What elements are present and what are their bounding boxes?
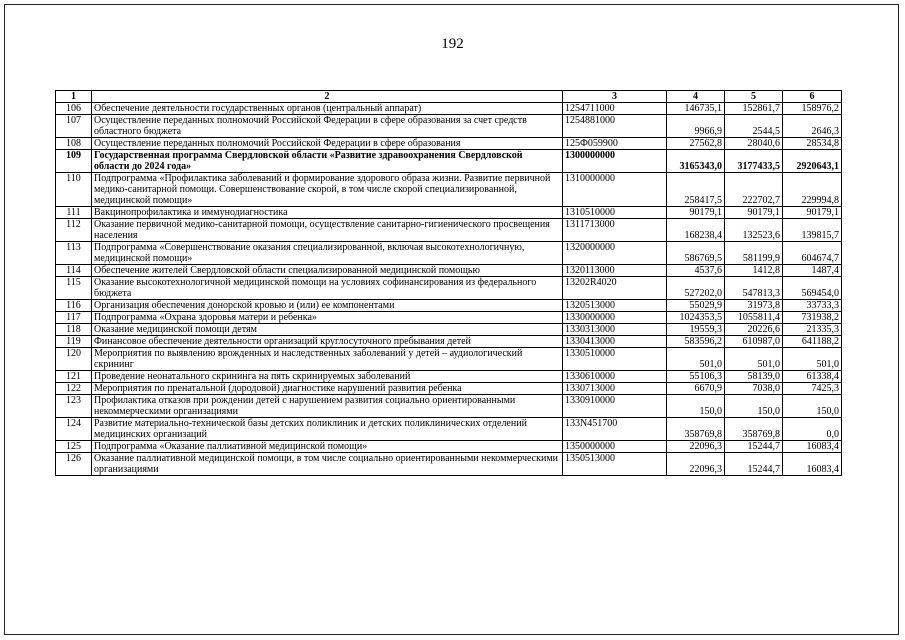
row-code: 1330910000 (563, 395, 667, 418)
row-amount-col4: 27562,8 (667, 138, 725, 150)
row-amount-col5: 547813,3 (725, 277, 783, 300)
table-row (56, 150, 842, 173)
table-row (56, 277, 842, 300)
table-row (56, 300, 842, 312)
table-row (56, 219, 842, 242)
row-code: 13202R4020 (563, 277, 667, 300)
row-amount-col4: 4537,6 (667, 265, 725, 277)
row-amount-col5: 15244,7 (725, 453, 783, 476)
row-amount-col4: 55029,9 (667, 300, 725, 312)
table-row (56, 242, 842, 265)
row-amount-col4: 1024353,5 (667, 312, 725, 324)
row-number: 117 (56, 312, 92, 324)
row-amount-col6: 90179,1 (783, 207, 842, 219)
row-amount-col6: 569454,0 (783, 277, 842, 300)
row-amount-col5: 7038,0 (725, 383, 783, 395)
row-amount-col6: 731938,2 (783, 312, 842, 324)
row-name: Организация обеспечения донорской кровью и (или) ее компонентами (92, 300, 563, 312)
row-number: 118 (56, 324, 92, 336)
row-number: 120 (56, 348, 92, 371)
col-header-3: 3 (563, 91, 667, 103)
row-number: 122 (56, 383, 92, 395)
row-name: Обеспечение жителей Свердловской области специализированной медицинской помощью (92, 265, 563, 277)
page-number: 192 (441, 36, 464, 52)
row-code: 1330000000 (563, 312, 667, 324)
row-amount-col4: 258417,5 (667, 173, 725, 207)
row-amount-col5: 58139,0 (725, 371, 783, 383)
row-name: Оказание высокотехнологичной медицинской помощи на условиях софинансирования из федерального бюджета (92, 277, 563, 300)
row-code: 1311713000 (563, 219, 667, 242)
row-name: Подпрограмма «Оказание паллиативной медицинской помощи» (92, 441, 563, 453)
row-amount-col6: 21335,3 (783, 324, 842, 336)
table-row (56, 418, 842, 441)
row-amount-col4: 586769,5 (667, 242, 725, 265)
row-name: Оказание первичной медико-санитарной помощи, осуществление санитарно-гигиенического просвещения населения (92, 219, 563, 242)
row-name: Оказание паллиативной медицинской помощи, в том числе социально ориентированными некоммерческими организациями (92, 453, 563, 476)
col-header-1: 1 (56, 91, 92, 103)
row-number: 107 (56, 115, 92, 138)
row-amount-col5: 358769,8 (725, 418, 783, 441)
row-number: 113 (56, 242, 92, 265)
table-row (56, 441, 842, 453)
row-code: 1254711000 (563, 103, 667, 115)
row-amount-col6: 28534,8 (783, 138, 842, 150)
row-code: 1350000000 (563, 441, 667, 453)
row-amount-col5: 1055811,4 (725, 312, 783, 324)
row-amount-col5: 20226,6 (725, 324, 783, 336)
row-amount-col4: 9966,9 (667, 115, 725, 138)
row-number: 116 (56, 300, 92, 312)
row-name: Подпрограмма «Охрана здоровья матери и ребенка» (92, 312, 563, 324)
row-amount-col4: 150,0 (667, 395, 725, 418)
row-name: Обеспечение деятельности государственных органов (центральный аппарат) (92, 103, 563, 115)
row-code: 1300000000 (563, 150, 667, 173)
table-row (56, 324, 842, 336)
row-number: 115 (56, 277, 92, 300)
row-number: 109 (56, 150, 92, 173)
row-code: 1330610000 (563, 371, 667, 383)
table-row (56, 138, 842, 150)
row-amount-col5: 132523,6 (725, 219, 783, 242)
row-number: 111 (56, 207, 92, 219)
row-amount-col4: 22096,3 (667, 453, 725, 476)
row-amount-col4: 358769,8 (667, 418, 725, 441)
row-number: 125 (56, 441, 92, 453)
row-name: Мероприятия по пренатальной (дородовой) диагностике нарушений развития ребенка (92, 383, 563, 395)
col-header-6: 6 (783, 91, 842, 103)
row-number: 124 (56, 418, 92, 441)
table-row (56, 173, 842, 207)
table-row (56, 265, 842, 277)
row-code: 133N451700 (563, 418, 667, 441)
row-amount-col5: 581199,9 (725, 242, 783, 265)
row-name: Подпрограмма «Профилактика заболеваний и формирование здорового образа жизни. Развитие первичной медико-санитарной помощи. Совершенствование скорой, в том числе скорой специализированной, медицинской помощи» (92, 173, 563, 207)
row-name: Осуществление переданных полномочий Российской Федерации в сфере образования за счет средств областного бюджета (92, 115, 563, 138)
row-amount-col6: 16083,4 (783, 453, 842, 476)
header-row (56, 91, 842, 103)
row-code: 1310510000 (563, 207, 667, 219)
row-amount-col5: 1412,8 (725, 265, 783, 277)
row-number: 112 (56, 219, 92, 242)
row-amount-col5: 2544,5 (725, 115, 783, 138)
row-amount-col6: 229994,8 (783, 173, 842, 207)
col-header-2: 2 (92, 91, 563, 103)
row-amount-col5: 610987,0 (725, 336, 783, 348)
row-code: 1320113000 (563, 265, 667, 277)
table-row (56, 395, 842, 418)
row-name: Проведение неонатального скрининга на пять скринируемых заболеваний (92, 371, 563, 383)
row-amount-col6: 0,0 (783, 418, 842, 441)
row-number: 119 (56, 336, 92, 348)
row-amount-col6: 139815,7 (783, 219, 842, 242)
row-amount-col4: 3165343,0 (667, 150, 725, 173)
row-code: 1254881000 (563, 115, 667, 138)
row-amount-col4: 168238,4 (667, 219, 725, 242)
row-amount-col6: 604674,7 (783, 242, 842, 265)
row-code: 1330413000 (563, 336, 667, 348)
row-amount-col4: 19559,3 (667, 324, 725, 336)
row-amount-col5: 152861,7 (725, 103, 783, 115)
row-number: 126 (56, 453, 92, 476)
row-number: 106 (56, 103, 92, 115)
row-amount-col6: 150,0 (783, 395, 842, 418)
row-name: Вакцинопрофилактика и иммунодиагностика (92, 207, 563, 219)
budget-table (55, 90, 842, 476)
row-amount-col6: 33733,3 (783, 300, 842, 312)
table-row (56, 336, 842, 348)
row-amount-col4: 22096,3 (667, 441, 725, 453)
row-amount-col6: 501,0 (783, 348, 842, 371)
table-row (56, 371, 842, 383)
row-amount-col5: 28040,6 (725, 138, 783, 150)
row-name: Мероприятия по выявлению врожденных и наследственных заболеваний у детей – аудиологический скрининг (92, 348, 563, 371)
table-row (56, 453, 842, 476)
row-amount-col5: 3177433,5 (725, 150, 783, 173)
row-number: 108 (56, 138, 92, 150)
row-amount-col5: 90179,1 (725, 207, 783, 219)
row-amount-col6: 2646,3 (783, 115, 842, 138)
row-number: 110 (56, 173, 92, 207)
row-name: Финансовое обеспечение деятельности организаций круглосуточного пребывания детей (92, 336, 563, 348)
row-amount-col6: 16083,4 (783, 441, 842, 453)
row-amount-col4: 583596,2 (667, 336, 725, 348)
row-amount-col5: 501,0 (725, 348, 783, 371)
row-name: Развитие материально-технической базы детских поликлиник и детских поликлинических отделений медицинских организаций (92, 418, 563, 441)
row-number: 123 (56, 395, 92, 418)
row-amount-col6: 61338,4 (783, 371, 842, 383)
row-name: Профилактика отказов при рождении детей с нарушением развития социально ориентированными некоммерческими организациями (92, 395, 563, 418)
row-number: 114 (56, 265, 92, 277)
table-row (56, 115, 842, 138)
row-amount-col6: 2920643,1 (783, 150, 842, 173)
row-amount-col4: 501,0 (667, 348, 725, 371)
row-code: 1320000000 (563, 242, 667, 265)
row-amount-col6: 1487,4 (783, 265, 842, 277)
row-code: 125Ф059900 (563, 138, 667, 150)
col-header-4: 4 (667, 91, 725, 103)
row-amount-col5: 150,0 (725, 395, 783, 418)
table-row (56, 383, 842, 395)
row-amount-col5: 31973,8 (725, 300, 783, 312)
row-amount-col4: 6670,9 (667, 383, 725, 395)
table-row (56, 348, 842, 371)
row-name: Оказание медицинской помощи детям (92, 324, 563, 336)
row-amount-col4: 55106,3 (667, 371, 725, 383)
row-amount-col4: 527202,0 (667, 277, 725, 300)
row-amount-col6: 158976,2 (783, 103, 842, 115)
row-code: 1320513000 (563, 300, 667, 312)
row-code: 1350513000 (563, 453, 667, 476)
table-row (56, 312, 842, 324)
col-header-5: 5 (725, 91, 783, 103)
row-amount-col5: 15244,7 (725, 441, 783, 453)
row-code: 1310000000 (563, 173, 667, 207)
table-body (56, 103, 842, 476)
row-amount-col4: 146735,1 (667, 103, 725, 115)
row-code: 1330510000 (563, 348, 667, 371)
row-code: 1330713000 (563, 383, 667, 395)
row-number: 121 (56, 371, 92, 383)
table-row (56, 207, 842, 219)
row-name: Подпрограмма «Совершенствование оказания специализированной, включая высокотехнологичную, медицинской помощи» (92, 242, 563, 265)
row-code: 1330313000 (563, 324, 667, 336)
row-name: Осуществление переданных полномочий Российской Федерации в сфере образования (92, 138, 563, 150)
row-amount-col6: 641188,2 (783, 336, 842, 348)
row-name: Государственная программа Свердловской области «Развитие здравоохранения Свердловской области до 2024 года» (92, 150, 563, 173)
table-row (56, 103, 842, 115)
row-amount-col5: 222702,7 (725, 173, 783, 207)
row-amount-col6: 7425,3 (783, 383, 842, 395)
row-amount-col4: 90179,1 (667, 207, 725, 219)
